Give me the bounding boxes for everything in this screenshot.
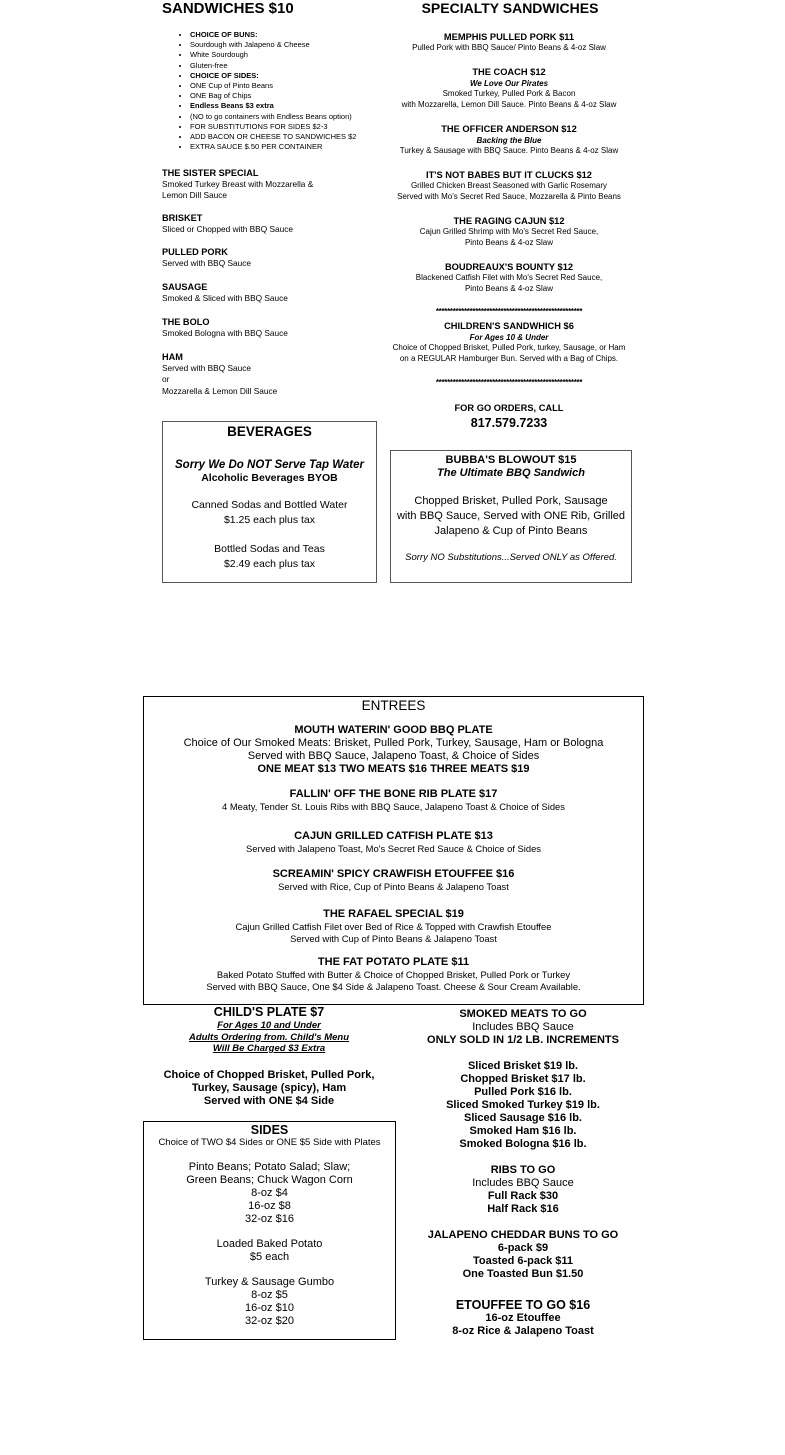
sandwich-option: • Gluten-free xyxy=(190,61,382,71)
bottled-sodas-price: Bottled Sodas and Teas $2.49 each plus tax xyxy=(214,543,325,570)
sandwich-desc: Smoked Turkey Breast with Mozzarella & Lemon Dill Sauce xyxy=(162,179,314,201)
sandwich-option: • ONE Bag of Chips xyxy=(190,91,382,101)
smoked-meats-title: SMOKED MEATS TO GO xyxy=(459,1008,587,1020)
entree-item xyxy=(144,724,643,776)
sandwich-option: • ADD BACON OR CHEESE TO SANDWICHES $2 xyxy=(190,132,382,142)
sandwich-desc: Served with BBQ Sauce xyxy=(162,258,252,268)
bubba-title: BUBBA'S BLOWOUT $15 xyxy=(445,454,577,466)
specialty-item xyxy=(386,123,632,157)
entree-desc: Cajun Grilled Catfish Filet over Bed of Rice & Topped with Crawfish Etouffee Served with Cup of Pinto Beans & Jalapeno Toast xyxy=(235,921,552,944)
childs-plate-title: CHILD'S PLATE $7 xyxy=(213,1005,325,1019)
entree-name: SCREAMIN' SPICY CRAWFISH ETOUFFEE $16 xyxy=(272,868,515,880)
beverages-title: BEVERAGES xyxy=(227,424,312,439)
sandwich-name: THE SISTER SPECIAL xyxy=(162,168,259,178)
divider: **************************************************** xyxy=(435,307,583,316)
sandwich-item xyxy=(162,351,382,397)
specialty-desc: Blackened Catfish Filet with Mo's Secret Red Sauce, Pinto Beans & 4-oz Slaw xyxy=(415,273,603,293)
entree-item xyxy=(144,788,643,813)
buns-prices: 6-pack $9 Toasted 6-pack $11 One Toasted Bun $1.50 xyxy=(462,1242,584,1280)
entree-item xyxy=(144,868,643,893)
entree-name: CAJUN GRILLED CATFISH PLATE $13 xyxy=(294,830,493,842)
childrens-sandwich-age: For Ages 10 & Under xyxy=(469,333,549,342)
sandwich-option: • EXTRA SAUCE $.50 PER CONTAINER xyxy=(190,142,382,152)
sides-title: SIDES xyxy=(250,1123,289,1137)
childs-plate xyxy=(143,1005,395,1108)
canned-sodas-price: Canned Sodas and Bottled Water $1.25 each plus tax xyxy=(191,499,348,526)
sandwich-desc: Smoked Bologna with BBQ Sauce xyxy=(162,328,288,338)
sandwich-option: • White Sourdough xyxy=(190,50,382,60)
childrens-sandwich-desc: Choice of Chopped Brisket, Pulled Pork, turkey, Sausage, or Ham on a REGULAR Hamburger Bun. Served with a Bag of Chips. xyxy=(392,343,626,363)
sandwich-desc: Served with BBQ Sauce or Mozzarella & Lemon Dill Sauce xyxy=(162,363,278,396)
specialty-desc: Grilled Chicken Breast Seasoned with Garlic Rosemary Served with Mo's Secret Red Sauce, Mozzarella & Pinto Beans xyxy=(397,181,621,201)
sandwich-item xyxy=(162,246,382,269)
entree-desc: 4 Meaty, Tender St. Louis Ribs with BBQ Sauce, Jalapeno Toast & Choice of Sides xyxy=(222,801,565,812)
entree-name: THE FAT POTATO PLATE $11 xyxy=(317,956,470,968)
etouffee-desc: 16-oz Etouffee 8-oz Rice & Jalapeno Toast xyxy=(452,1312,594,1337)
etouffee-title: ETOUFFEE TO GO $16 xyxy=(455,1298,591,1312)
sandwich-options-list xyxy=(162,30,382,152)
specialty-name: THE RAGING CAJUN $12 xyxy=(453,216,565,226)
sandwich-name: BRISKET xyxy=(162,213,203,223)
sandwich-option: • Sourdough with Jalapeno & Cheese xyxy=(190,40,382,50)
specialty-name: MEMPHIS PULLED PORK $11 xyxy=(443,32,575,42)
specialty-desc: Cajun Grilled Shrimp with Mo's Secret Red Sauce, Pinto Beans & 4-oz Slaw xyxy=(419,227,599,247)
bubbas-blowout-box xyxy=(390,450,632,583)
sandwich-name: THE BOLO xyxy=(162,317,210,327)
sandwich-option: • FOR SUBSTITUTIONS FOR SIDES $2-3 xyxy=(190,122,382,132)
entree-desc: Served with Rice, Cup of Pinto Beans & Jalapeno Toast xyxy=(278,881,509,892)
sandwich-option: • CHOICE OF BUNS: xyxy=(190,30,382,40)
specialty-tagline: Backing the Blue xyxy=(476,136,542,145)
entree-name: MOUTH WATERIN' GOOD BBQ PLATE xyxy=(294,724,493,736)
sandwich-name: SAUSAGE xyxy=(162,282,208,292)
specialty-title: SPECIALTY SANDWICHES xyxy=(421,0,599,16)
childrens-sandwich xyxy=(386,320,632,364)
specialty-name: IT'S NOT BABES BUT IT CLUCKS $12 xyxy=(426,170,592,180)
specialty-name: THE COACH $12 xyxy=(472,67,546,77)
phone-number[interactable]: 817.579.7233 xyxy=(470,416,548,430)
smoked-meats-sub: Includes BBQ Sauce xyxy=(472,1021,574,1033)
beverages-box xyxy=(162,421,377,583)
specialty-name: BOUDREAUX'S BOUNTY $12 xyxy=(444,262,574,272)
byob-notice: Alcoholic Beverages BYOB xyxy=(201,472,338,484)
bubba-desc: Chopped Brisket, Pulled Pork, Sausage with BBQ Sauce, Served with ONE Rib, Grilled Jalapeno & Cup of Pinto Beans xyxy=(396,495,626,537)
entree-name: FALLIN' OFF THE BONE RIB PLATE $17 xyxy=(289,788,498,800)
bubba-subtitle: The Ultimate BBQ Sandwich xyxy=(437,467,585,479)
ribs-title: RIBS TO GO xyxy=(490,1164,556,1176)
specialty-item xyxy=(386,31,632,54)
divider: **************************************************** xyxy=(435,378,583,387)
ribs-prices: Full Rack $30 Half Rack $16 xyxy=(487,1190,559,1215)
childs-plate-desc: Choice of Chopped Brisket, Pulled Pork, Turkey, Sausage (spicy), Ham Served with ONE $4 Side xyxy=(163,1068,375,1107)
specialty-item xyxy=(386,261,632,294)
sandwich-name: PULLED PORK xyxy=(162,247,228,257)
entree-item xyxy=(144,956,643,993)
sandwich-desc: Sliced or Chopped with BBQ Sauce xyxy=(162,224,293,234)
sides-group: Turkey & Sausage Gumbo 8-oz $5 16-oz $10 32-oz $20 xyxy=(204,1276,335,1327)
entree-desc: Baked Potato Stuffed with Butter & Choice of Chopped Brisket, Pulled Pork or Turkey Served with BBQ Sauce, One $4 Side & Jalapeno Toast. Cheese & Sour Cream Available. xyxy=(206,969,581,992)
tap-water-notice: Sorry We Do NOT Serve Tap Water xyxy=(175,459,364,471)
entrees-title: ENTREES xyxy=(361,698,426,713)
specialty-tagline: We Love Our Pirates xyxy=(469,79,549,88)
sandwiches-title: SANDWICHES $10 xyxy=(162,0,294,17)
specialty-item xyxy=(386,66,632,110)
smoked-meats-note: ONLY SOLD IN 1/2 LB. INCREMENTS xyxy=(427,1034,619,1046)
sandwich-option: • (NO to go containers with Endless Beans option) xyxy=(190,112,382,122)
call-label: FOR GO ORDERS, CALL xyxy=(454,403,564,413)
sandwich-option: • Endless Beans $3 extra xyxy=(190,101,382,111)
sandwich-item xyxy=(162,212,382,235)
specialty-desc: Pulled Pork with BBQ Sauce/ Pinto Beans & 4-oz Slaw xyxy=(412,43,606,52)
sides-group: Loaded Baked Potato $5 each xyxy=(216,1238,323,1263)
sides-group: Pinto Beans; Potato Salad; Slaw; Green Beans; Chuck Wagon Corn 8-oz $4 16-oz $8 32-oz $16 xyxy=(186,1161,353,1225)
sandwich-option: • ONE Cup of Pinto Beans xyxy=(190,81,382,91)
sandwich-item xyxy=(162,316,382,339)
to-go-section xyxy=(418,1008,628,1351)
sandwich-item xyxy=(162,281,382,304)
childrens-sandwich-name: CHILDREN'S SANDWHICH $6 xyxy=(444,321,574,331)
bubba-footer: Sorry NO Substitutions...Served ONLY as Offered. xyxy=(405,552,617,563)
entree-item xyxy=(144,830,643,855)
specialty-desc: Smoked Turkey, Pulled Pork & Bacon with Mozzarella, Lemon Dill Sauce. Pinto Beans & 4-oz Slaw xyxy=(401,89,617,109)
childs-plate-note: For Ages 10 and Under Adults Ordering from. Child's Menu Will Be Charged $3 Extra xyxy=(188,1020,350,1054)
ribs-sub: Includes BBQ Sauce xyxy=(472,1177,574,1189)
specialty-name: THE OFFICER ANDERSON $12 xyxy=(441,124,577,134)
sandwich-desc: Smoked & Sliced with BBQ Sauce xyxy=(162,293,288,303)
sides-subtitle: Choice of TWO $4 Sides or ONE $5 Side with Plates xyxy=(158,1137,381,1148)
specialty-item xyxy=(386,215,632,248)
entrees-box xyxy=(143,696,644,1005)
entree-desc: Served with Jalapeno Toast, Mo's Secret Red Sauce & Choice of Sides xyxy=(245,843,541,854)
sandwich-item xyxy=(162,167,382,202)
entree-item xyxy=(144,908,643,945)
sandwich-name: HAM xyxy=(162,352,183,362)
sides-box xyxy=(143,1121,396,1340)
sandwiches-section xyxy=(162,0,382,152)
buns-title: JALAPENO CHEDDAR BUNS TO GO xyxy=(427,1229,619,1241)
sandwich-option: • CHOICE OF SIDES: xyxy=(190,71,382,81)
smoked-meats-list: Sliced Brisket $19 lb. Chopped Brisket $17 lb. Pulled Pork $16 lb. Sliced Smoked Turkey $19 lb. Sliced Sausage $16 lb. Smoked Ham $16 lb. Smoked Bologna $16 lb. xyxy=(446,1060,600,1150)
specialty-item xyxy=(386,169,632,202)
entree-prices: ONE MEAT $13 TWO MEATS $16 THREE MEATS $19 xyxy=(257,763,530,775)
entree-desc: Choice of Our Smoked Meats: Brisket, Pulled Pork, Turkey, Sausage, Ham or Bologna Served with BBQ Sauce, Jalapeno Toast, & Choice of Sides xyxy=(183,737,604,762)
specialty-desc: Turkey & Sausage with BBQ Sauce. Pinto Beans & 4-oz Slaw xyxy=(399,146,619,155)
entree-name: THE RAFAEL SPECIAL $19 xyxy=(323,908,464,920)
